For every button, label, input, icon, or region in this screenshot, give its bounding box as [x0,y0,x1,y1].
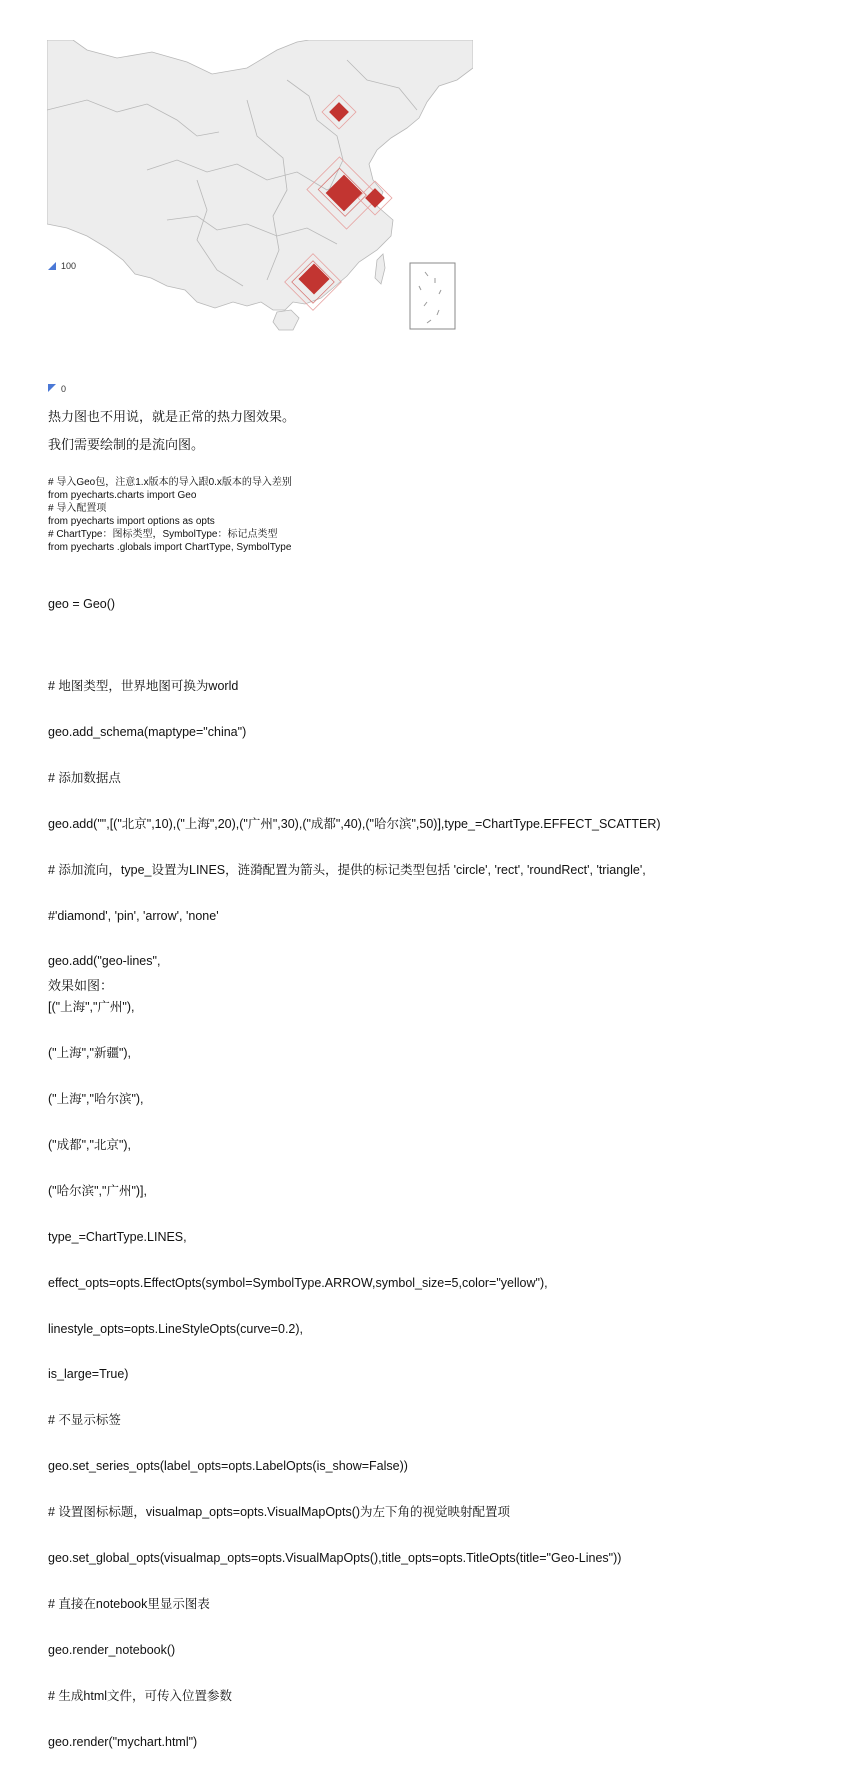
taiwan-island [375,254,385,284]
code-line: ("成都","北京"), [48,1137,132,1152]
code-line: from pyecharts.charts import Geo [48,490,197,501]
paragraph-result-note: 效果如图： [48,979,114,994]
code-line: # 不显示标签 [48,1413,121,1428]
code-line: type_=ChartType.LINES, [48,1229,187,1244]
code-line: linestyle_opts=opts.LineStyleOpts(curve=0.2), [48,1321,303,1336]
code-line: from pyecharts import options as opts [48,516,215,527]
map-landmass [47,40,473,310]
visualmap-min-handle-icon[interactable] [48,384,56,392]
visualmap-min-label: 0 [61,384,67,394]
paragraph-heatmap-note: 热力图也不用说，就是正常的热力图效果。 [48,410,296,425]
code-line: [("上海","广州"), [48,1000,135,1015]
china-map-figure [47,40,473,332]
paragraph-flow-map-note: 我们需要绘制的是流向图。 [48,438,205,453]
code-block-imports [48,476,292,554]
visualmap-max-handle-icon[interactable] [48,262,56,270]
code-line: geo.add("",[("北京",10),("上海",20),("广州",30),("成都",40),("哈尔滨",50)],type_=ChartType.EFFECT_SCATTER) [48,816,661,831]
code-line: geo.set_series_opts(label_opts=opts.LabelOpts(is_show=False)) [48,1459,408,1474]
code-line: geo.render_notebook() [48,1642,176,1657]
south-china-sea-inset [410,263,455,329]
code-line: geo.add("geo-lines", [48,954,161,969]
code-line: geo = Geo() [48,596,116,611]
hainan-island [273,310,299,330]
code-line: from pyecharts .globals import ChartType, SymbolType [48,542,292,553]
code-line: ("上海","哈尔滨"), [48,1092,144,1107]
visualmap-max-label: 100 [61,261,77,271]
code-line: geo.add_schema(maptype="china") [48,724,247,739]
code-line: # 导入配置项 [48,503,107,514]
code-line: geo.render("mychart.html") [48,1734,198,1749]
code-line: # ChartType：图标类型，SymbolType：标记点类型 [48,529,278,540]
code-line: # 直接在notebook里显示图表 [48,1596,210,1611]
code-line: ("上海","新疆"), [48,1046,132,1061]
code-line: # 导入Geo包，注意1.x版本的导入跟0.x版本的导入差别 [48,477,292,488]
code-line: # 添加数据点 [48,770,121,785]
code-line: ("哈尔滨","广州")], [48,1183,147,1198]
code-line: # 设置图标标题，visualmap_opts=opts.VisualMapOpts()为左下角的视觉映射配置项 [48,1505,511,1520]
code-line: is_large=True) [48,1367,129,1382]
map-regions [47,40,473,330]
code-line: # 添加流向，type_设置为LINES，涟漪配置为箭头，提供的标记类型包括 'circle', 'rect', 'roundRect', 'triangle', [48,862,646,877]
code-line: # 地图类型，世界地图可换为world [48,679,239,694]
code-line: geo.set_global_opts(visualmap_opts=opts.VisualMapOpts(),title_opts=opts.TitleOpts(title="Geo-Lines")) [48,1551,622,1565]
code-blank-line [48,642,661,648]
code-block-geo [48,566,661,1765]
code-line: #'diamond', 'pin', 'arrow', 'none' [48,908,219,923]
code-line: effect_opts=opts.EffectOpts(symbol=SymbolType.ARROW,symbol_size=5,color="yellow"), [48,1275,548,1290]
code-line: # 生成html文件，可传入位置参数 [48,1688,233,1703]
